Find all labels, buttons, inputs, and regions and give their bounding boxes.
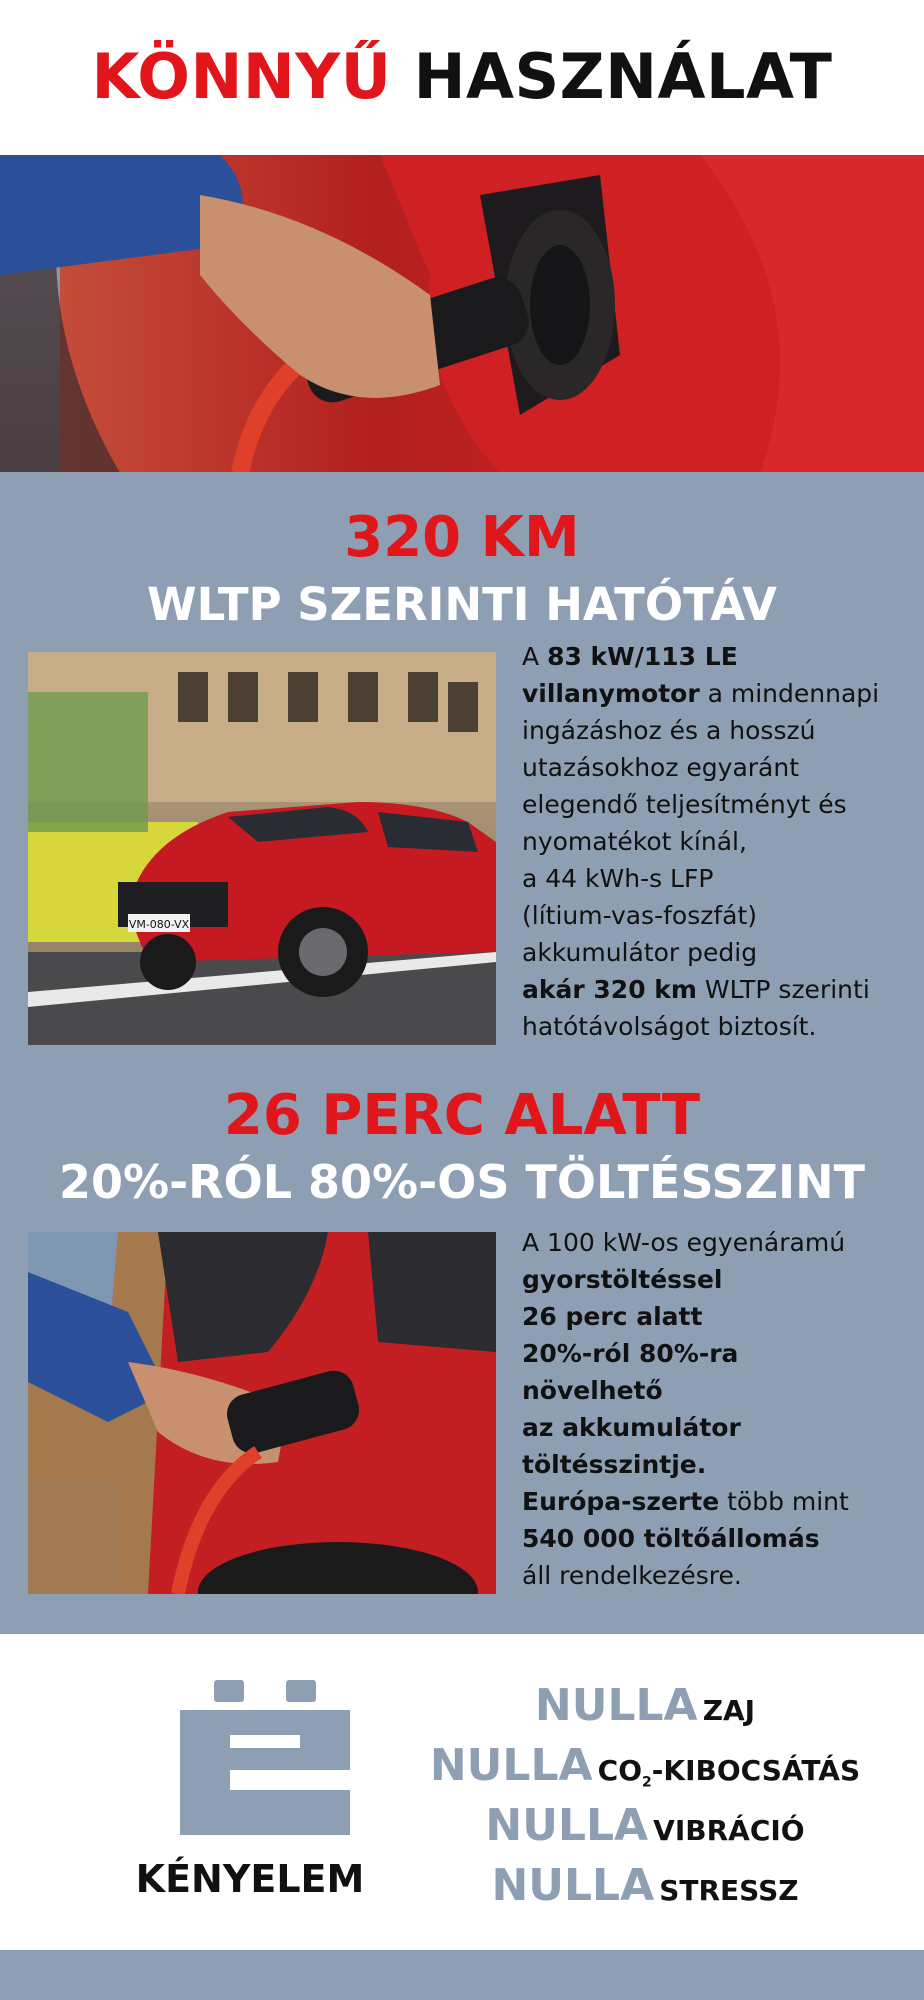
nulla-word: NULLA bbox=[534, 1680, 698, 1731]
charging-photo bbox=[28, 1232, 496, 1594]
desc1-bold-motor: villanymotor bbox=[522, 679, 700, 708]
hero-charging-photo bbox=[0, 155, 924, 473]
nulla-word: NULLA bbox=[429, 1740, 593, 1791]
nulla-item-vibration bbox=[390, 1800, 900, 1851]
desc1-line: (lítium-vas-foszfát) bbox=[522, 901, 758, 930]
desc1-line: hatótávolságot biztosít. bbox=[522, 1012, 817, 1041]
license-plate: VM-080-VX bbox=[128, 918, 190, 931]
page-title bbox=[0, 40, 924, 113]
nulla-word: NULLA bbox=[491, 1860, 655, 1911]
section1-heading-white: WLTP SZERINTI HATÓTÁV bbox=[147, 578, 777, 631]
co2-text: CO bbox=[597, 1754, 642, 1787]
nulla-item-stress bbox=[390, 1860, 900, 1911]
desc1-line: ingázáshoz és a hosszú bbox=[522, 716, 816, 745]
e-battery-icon bbox=[170, 1680, 360, 1840]
desc2-bold: gyorstöltéssel bbox=[522, 1265, 723, 1294]
desc1-text: a mindennapi bbox=[699, 679, 880, 708]
section1-heading-red: 320 KM bbox=[344, 505, 580, 570]
desc2-bold: Európa-szerte bbox=[522, 1487, 720, 1516]
desc1-line: elegendő teljesítményt és bbox=[522, 790, 847, 819]
co2-suffix: -KIBOCSÁTÁS bbox=[651, 1754, 861, 1787]
footer-band bbox=[0, 1950, 924, 2000]
desc2-bold: 540 000 töltőállomás bbox=[522, 1524, 820, 1553]
desc2-bold: 26 perc alatt bbox=[522, 1302, 703, 1331]
nulla-word: NULLA bbox=[485, 1800, 649, 1851]
nulla-suffix: VIBRÁCIÓ bbox=[653, 1814, 805, 1847]
desc1-bold-range: akár 320 km bbox=[522, 975, 697, 1004]
desc1-line: akkumulátor pedig bbox=[522, 938, 758, 967]
nulla-item-co2 bbox=[390, 1740, 900, 1791]
title-black: HASZNÁLAT bbox=[413, 40, 833, 113]
section2-heading-white: 20%-RÓL 80%-OS TÖLTÉSSZINT bbox=[58, 1155, 865, 1209]
section1-description bbox=[522, 638, 902, 1045]
nulla-suffix bbox=[597, 1754, 861, 1791]
co2-subscript: 2 bbox=[642, 1774, 652, 1791]
desc1-text: WLTP szerinti bbox=[696, 975, 870, 1004]
desc2-bold: 20%-ról 80%-ra bbox=[522, 1339, 739, 1368]
desc2-line: áll rendelkezésre. bbox=[522, 1561, 742, 1590]
comfort-label: KÉNYELEM bbox=[135, 1857, 365, 1901]
nulla-item-noise bbox=[390, 1680, 900, 1731]
desc1-line: a 44 kWh-s LFP bbox=[522, 864, 714, 893]
desc1-line: nyomatékot kínál, bbox=[522, 827, 747, 856]
desc2-text: több mint bbox=[719, 1487, 849, 1516]
desc2-bold: növelhető bbox=[522, 1376, 663, 1405]
desc2-bold: töltésszintje. bbox=[522, 1450, 707, 1479]
desc2-bold: az akkumulátor bbox=[522, 1413, 741, 1442]
nulla-suffix: ZAJ bbox=[702, 1694, 756, 1727]
title-red: KÖNNYŰ bbox=[91, 40, 392, 113]
section2-description bbox=[522, 1224, 902, 1594]
desc2-line: A 100 kW-os egyenáramú bbox=[522, 1228, 846, 1257]
nulla-suffix: STRESSZ bbox=[659, 1874, 799, 1907]
desc1-line: utazásokhoz egyaránt bbox=[522, 753, 800, 782]
desc1-bold-power: 83 kW/113 LE bbox=[547, 642, 738, 671]
car-street-photo bbox=[28, 652, 496, 1045]
desc1-text: A bbox=[522, 642, 548, 671]
section2-heading-red: 26 PERC ALATT bbox=[223, 1083, 701, 1148]
